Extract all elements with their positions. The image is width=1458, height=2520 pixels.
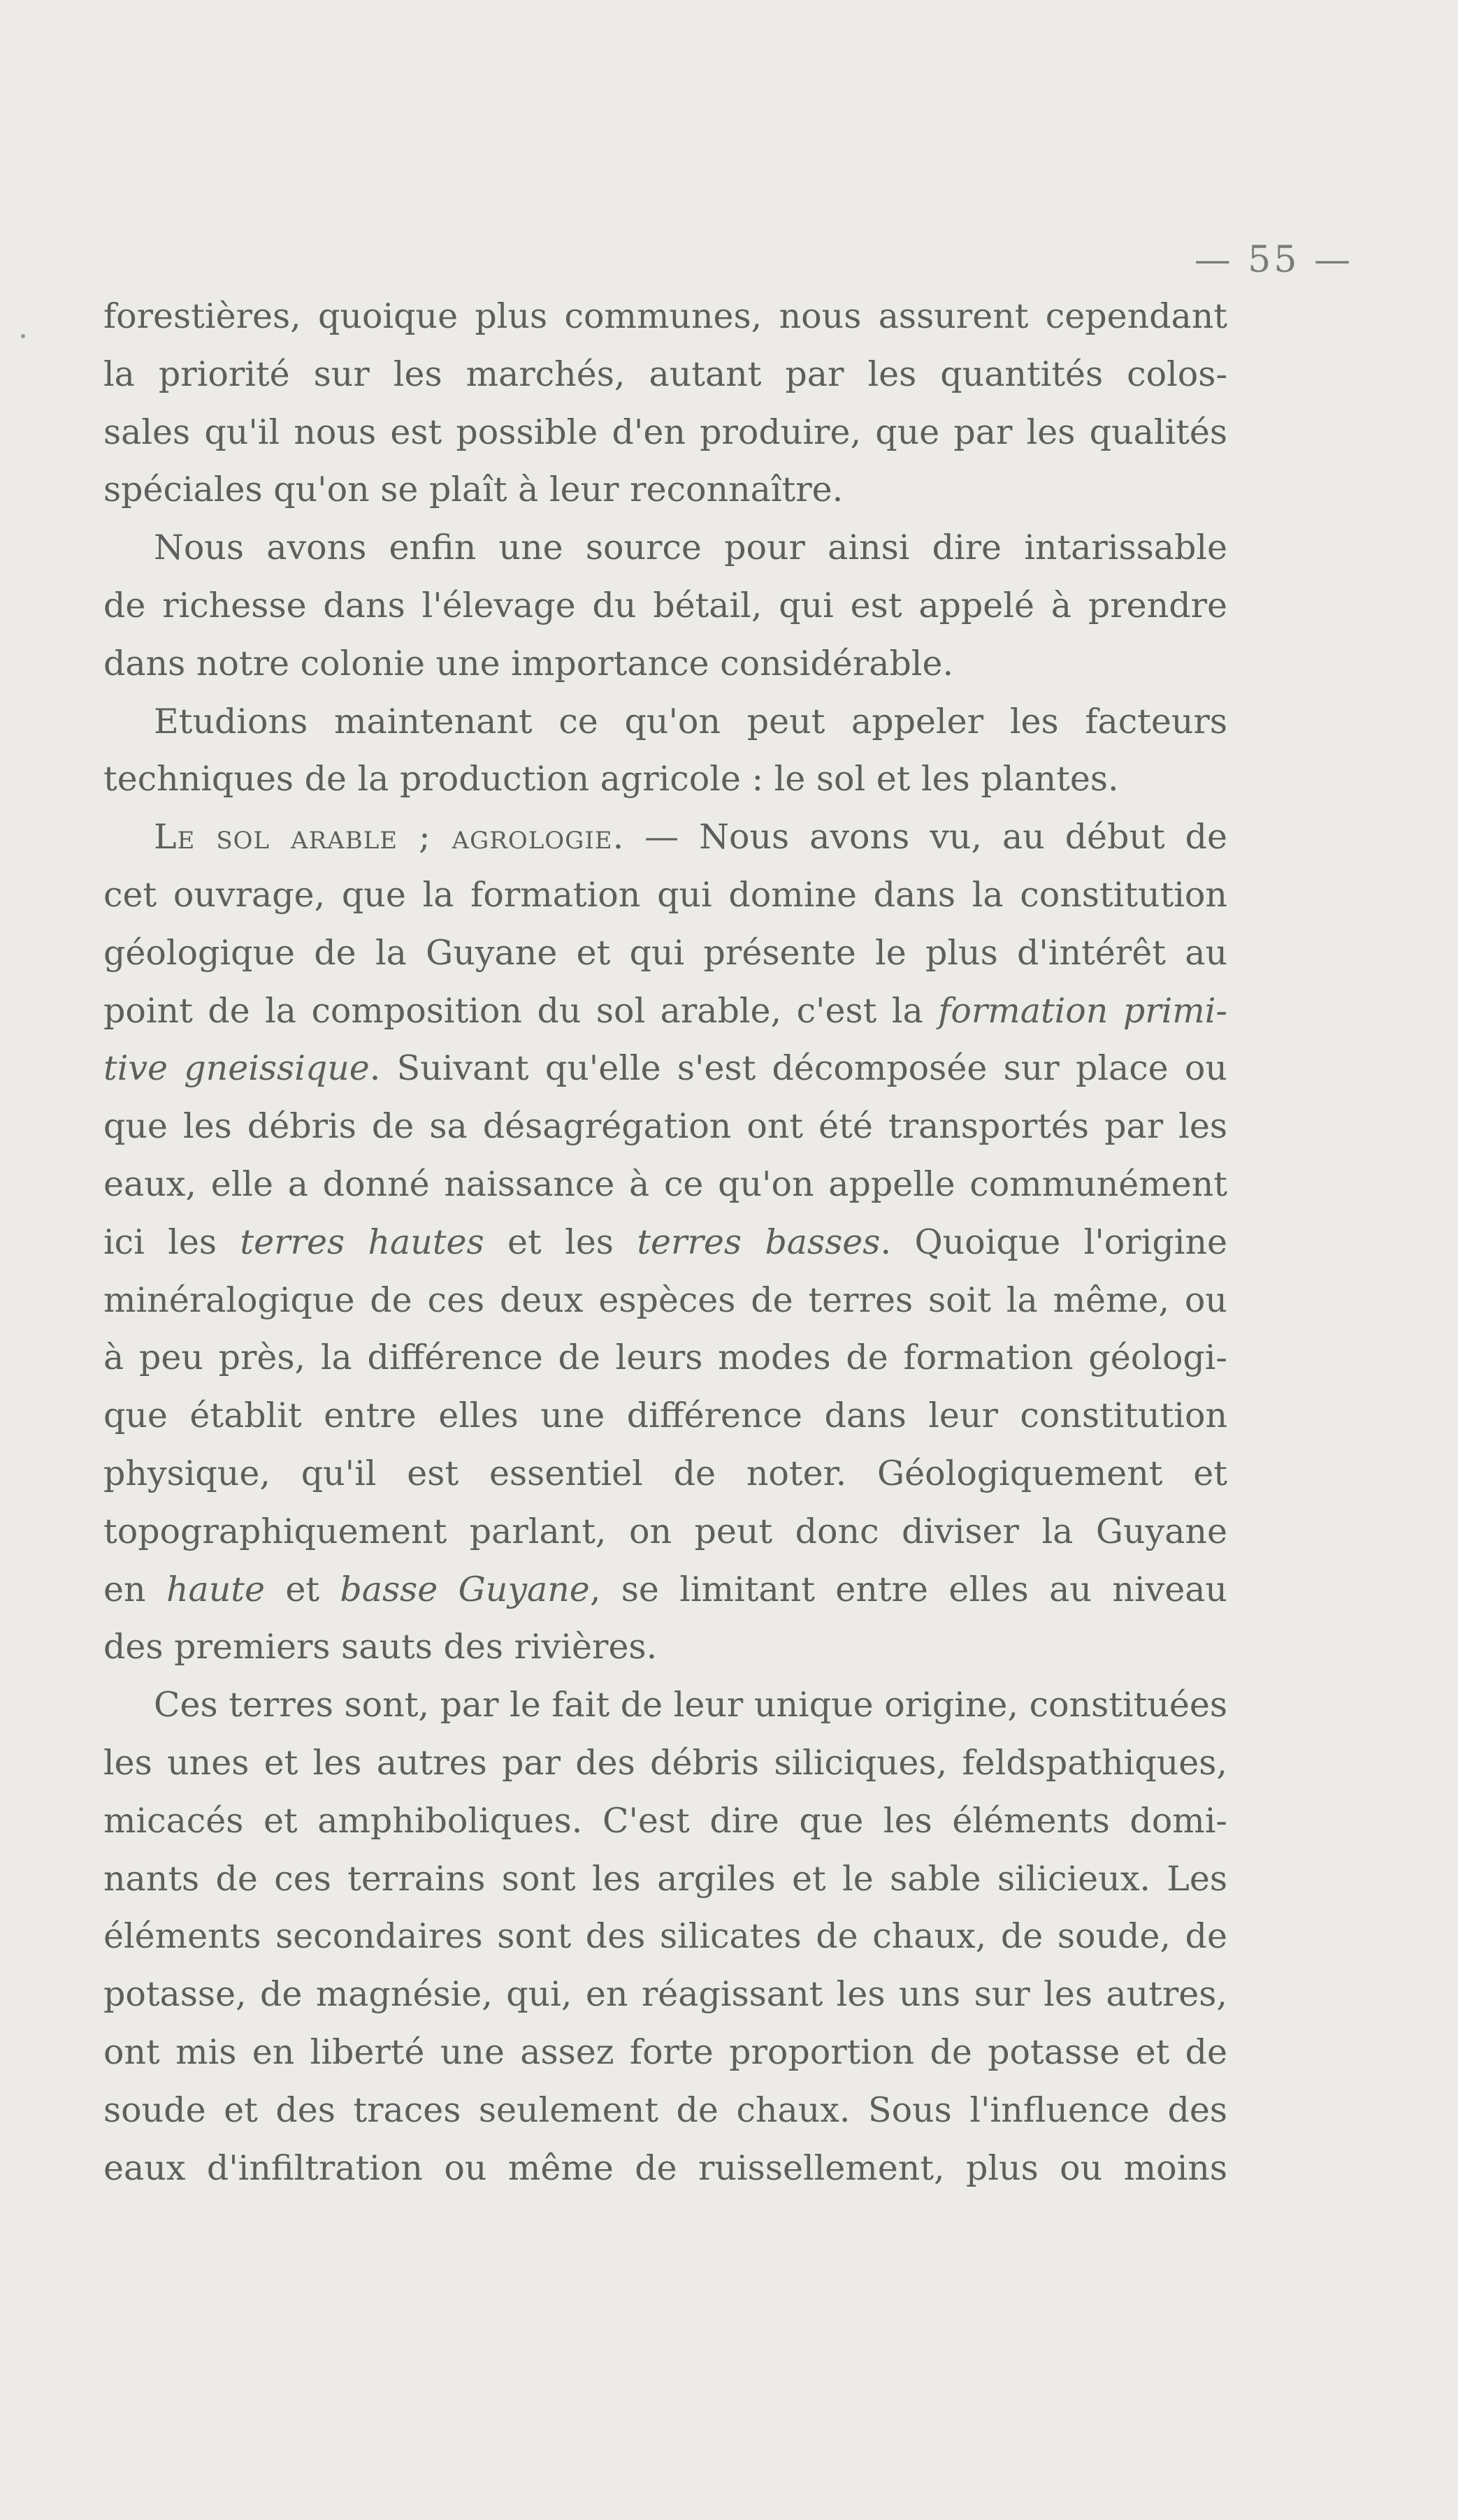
italic-term: tive gneissique (103, 1048, 370, 1089)
text-line: forestières, quoique plus communes, nous assurent cependant (103, 296, 1227, 336)
text-line: que établit entre elles une différence dans leur constitution (103, 1396, 1227, 1436)
text-line: Ces terres sont, par le fait de leur unique origine, constituées (154, 1685, 1227, 1725)
text-span: . Quoique l'origine (880, 1222, 1227, 1262)
text-span: point de la composition du sol arable, c'est la (103, 990, 939, 1031)
text-line: cet ouvrage, que la formation qui domine dans la constitution (103, 874, 1227, 915)
italic-term: basse Guyane (340, 1569, 590, 1609)
section-line-tail: Nous avons vu, au début de (699, 817, 1227, 857)
heading-dash: — (624, 817, 700, 857)
text-line: ont mis en liberté une assez forte proportion de potasse et de (103, 2032, 1227, 2072)
italic-term: terres hautes (240, 1222, 484, 1262)
stray-ink-mark (21, 334, 25, 338)
italic-term: haute (166, 1569, 265, 1609)
text-line: techniques de la production agricole : le sol et les plantes. (103, 759, 1119, 799)
text-span: en (103, 1569, 166, 1609)
text-line (103, 1040, 1227, 1098)
text-line: eaux, elle a donné naissance à ce qu'on appelle communément (103, 1164, 1227, 1204)
text-line: éléments secondaires sont des silicates de chaux, de soude, de (103, 1916, 1227, 1957)
text-line: dans notre colonie une importance considérable. (103, 643, 954, 683)
text-line: Nous avons enfin une source pour ainsi dire intarissable (154, 528, 1227, 568)
text-span: . Suivant qu'elle s'est décomposée sur place ou (369, 1048, 1227, 1089)
text-span: et (264, 1569, 340, 1609)
section-heading: Le sol arable ; agrologie. (154, 817, 625, 857)
text-line: que les débris de sa désagrégation ont été transportés par les (103, 1106, 1227, 1147)
text-line: physique, qu'il est essentiel de noter. Géologiquement et (103, 1453, 1227, 1493)
text-line: Etudions maintenant ce qu'on peut appeler les facteurs (154, 701, 1227, 741)
text-line: sales qu'il nous est possible d'en produire, que par les qualités (103, 412, 1227, 452)
text-line: les unes et les autres par des débris siliciques, feldspathiques, (103, 1742, 1227, 1783)
text-line: spéciales qu'on se plaît à leur reconnaître. (103, 470, 844, 510)
text-line: soude et des traces seulement de chaux. Sous l'influence des (103, 2090, 1227, 2130)
italic-term: terres basses (637, 1222, 881, 1262)
section-first-line (103, 809, 1227, 867)
text-line: topographiquement parlant, on peut donc diviser la Guyane (103, 1511, 1227, 1551)
page-number: — 55 — (1194, 239, 1353, 281)
text-span: ici les (103, 1222, 240, 1262)
text-line: à peu près, la différence de leurs modes de formation géologi- (103, 1338, 1227, 1378)
text-line: minéralogique de ces deux espèces de terres soit la même, ou (103, 1280, 1227, 1320)
italic-term: formation primi- (938, 990, 1227, 1031)
body-text (103, 288, 1227, 2197)
text-line: nants de ces terrains sont les argiles et le sable silicieux. Les (103, 1858, 1227, 1899)
text-line: potasse, de magnésie, qui, en réagissant les uns sur les autres, (103, 1974, 1227, 2015)
text-line: de richesse dans l'élevage du bétail, qui est appelé à prendre (103, 585, 1227, 625)
text-line: eaux d'infiltration ou même de ruissellement, plus ou moins (103, 2148, 1227, 2188)
text-span: et les (484, 1222, 637, 1262)
text-line: des premiers sauts des rivières. (103, 1627, 658, 1667)
text-line: la priorité sur les marchés, autant par les quantités colos- (103, 354, 1227, 394)
text-line (103, 1561, 1227, 1619)
text-line (103, 983, 1227, 1041)
text-span: , se limitant entre elles au niveau (589, 1569, 1227, 1609)
text-line (103, 1214, 1227, 1272)
text-line: micacés et amphiboliques. C'est dire que les éléments domi- (103, 1800, 1227, 1841)
text-line: géologique de la Guyane et qui présente le plus d'intérêt au (103, 932, 1227, 973)
